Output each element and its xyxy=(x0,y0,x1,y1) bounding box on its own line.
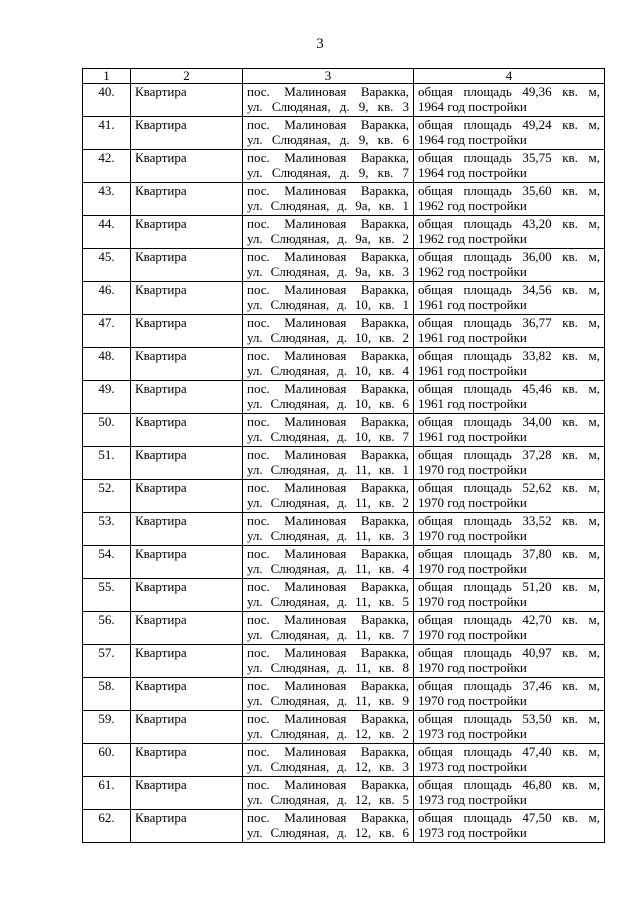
address-line-street: ул. Слюдяная, д. 12, кв. 3 xyxy=(247,759,409,774)
address-line-street: ул. Слюдяная, д. 9, кв. 6 xyxy=(247,132,409,147)
address-line-street: ул. Слюдяная, д. 11, кв. 9 xyxy=(247,693,409,708)
description-year: 1961 год постройки xyxy=(418,297,527,312)
description-cell xyxy=(414,414,605,447)
description-area: общая площадь 34,00 кв. м, xyxy=(418,414,600,429)
address-cell xyxy=(243,315,414,348)
description-year: 1961 год постройки xyxy=(418,330,527,345)
description-cell xyxy=(414,678,605,711)
description-cell xyxy=(414,117,605,150)
description-area: общая площадь 42,70 кв. м, xyxy=(418,612,600,627)
address-line-settlement: пос. Малиновая Варакка, xyxy=(247,546,409,561)
description-cell xyxy=(414,150,605,183)
address-cell xyxy=(243,447,414,480)
address-line-settlement: пос. Малиновая Варакка, xyxy=(247,645,409,660)
row-number: 59. xyxy=(83,711,131,744)
description-area: общая площадь 52,62 кв. м, xyxy=(418,480,600,495)
description-area: общая площадь 35,75 кв. м, xyxy=(418,150,600,165)
description-area: общая площадь 34,56 кв. м, xyxy=(418,282,600,297)
description-year: 1970 год постройки xyxy=(418,528,527,543)
address-cell xyxy=(243,579,414,612)
address-cell xyxy=(243,777,414,810)
address-cell xyxy=(243,381,414,414)
description-area: общая площадь 37,28 кв. м, xyxy=(418,447,600,462)
row-number: 47. xyxy=(83,315,131,348)
object-type: Квартира xyxy=(131,150,243,183)
address-line-street: ул. Слюдяная, д. 9, кв. 3 xyxy=(247,99,409,114)
address-line-settlement: пос. Малиновая Варакка, xyxy=(247,84,409,99)
page-number: 3 xyxy=(316,36,324,52)
description-area: общая площадь 47,40 кв. м, xyxy=(418,744,600,759)
address-cell xyxy=(243,348,414,381)
description-area: общая площадь 45,46 кв. м, xyxy=(418,381,600,396)
object-type: Квартира xyxy=(131,711,243,744)
description-area: общая площадь 37,46 кв. м, xyxy=(418,678,600,693)
address-line-street: ул. Слюдяная, д. 10, кв. 7 xyxy=(247,429,409,444)
description-area: общая площадь 35,60 кв. м, xyxy=(418,183,600,198)
description-cell xyxy=(414,216,605,249)
row-number: 46. xyxy=(83,282,131,315)
description-area: общая площадь 49,36 кв. м, xyxy=(418,84,600,99)
table-row xyxy=(83,645,605,678)
description-year: 1961 год постройки xyxy=(418,396,527,411)
address-line-street: ул. Слюдяная, д. 11, кв. 7 xyxy=(247,627,409,642)
description-area: общая площадь 33,82 кв. м, xyxy=(418,348,600,363)
address-line-street: ул. Слюдяная, д. 11, кв. 3 xyxy=(247,528,409,543)
row-number: 60. xyxy=(83,744,131,777)
address-line-street: ул. Слюдяная, д. 9а, кв. 3 xyxy=(247,264,409,279)
address-line-settlement: пос. Малиновая Варакка, xyxy=(247,381,409,396)
description-year: 1962 год постройки xyxy=(418,198,527,213)
object-type: Квартира xyxy=(131,480,243,513)
table-header-row xyxy=(83,69,605,84)
row-number: 45. xyxy=(83,249,131,282)
column-header: 2 xyxy=(131,69,243,84)
description-cell xyxy=(414,645,605,678)
description-year: 1961 год постройки xyxy=(418,363,527,378)
description-cell xyxy=(414,249,605,282)
table-row xyxy=(83,84,605,117)
row-number: 51. xyxy=(83,447,131,480)
object-type: Квартира xyxy=(131,117,243,150)
row-number: 50. xyxy=(83,414,131,447)
table-body xyxy=(83,84,605,843)
description-cell xyxy=(414,744,605,777)
description-year: 1973 год постройки xyxy=(418,726,527,741)
row-number: 42. xyxy=(83,150,131,183)
address-cell xyxy=(243,546,414,579)
description-cell xyxy=(414,84,605,117)
address-line-street: ул. Слюдяная, д. 10, кв. 2 xyxy=(247,330,409,345)
address-line-settlement: пос. Малиновая Варакка, xyxy=(247,579,409,594)
address-line-settlement: пос. Малиновая Варакка, xyxy=(247,480,409,495)
address-line-street: ул. Слюдяная, д. 11, кв. 2 xyxy=(247,495,409,510)
address-line-settlement: пос. Малиновая Варакка, xyxy=(247,447,409,462)
address-line-street: ул. Слюдяная, д. 11, кв. 8 xyxy=(247,660,409,675)
description-area: общая площадь 33,52 кв. м, xyxy=(418,513,600,528)
description-cell xyxy=(414,282,605,315)
description-year: 1970 год постройки xyxy=(418,561,527,576)
description-year: 1973 год постройки xyxy=(418,792,527,807)
description-year: 1964 год постройки xyxy=(418,165,527,180)
description-area: общая площадь 53,50 кв. м, xyxy=(418,711,600,726)
object-type: Квартира xyxy=(131,282,243,315)
table-row xyxy=(83,612,605,645)
description-year: 1970 год постройки xyxy=(418,660,527,675)
description-cell xyxy=(414,810,605,843)
description-year: 1961 год постройки xyxy=(418,429,527,444)
table-row xyxy=(83,678,605,711)
description-area: общая площадь 46,80 кв. м, xyxy=(418,777,600,792)
description-year: 1962 год постройки xyxy=(418,231,527,246)
address-line-street: ул. Слюдяная, д. 12, кв. 5 xyxy=(247,792,409,807)
row-number: 41. xyxy=(83,117,131,150)
address-cell xyxy=(243,612,414,645)
table-row xyxy=(83,183,605,216)
address-line-street: ул. Слюдяная, д. 9, кв. 7 xyxy=(247,165,409,180)
address-line-settlement: пос. Малиновая Варакка, xyxy=(247,414,409,429)
description-cell xyxy=(414,546,605,579)
object-type: Квартира xyxy=(131,579,243,612)
address-cell xyxy=(243,744,414,777)
object-type: Квартира xyxy=(131,381,243,414)
row-number: 61. xyxy=(83,777,131,810)
object-type: Квартира xyxy=(131,249,243,282)
address-line-settlement: пос. Малиновая Варакка, xyxy=(247,744,409,759)
address-cell xyxy=(243,216,414,249)
description-year: 1964 год постройки xyxy=(418,132,527,147)
object-type: Квартира xyxy=(131,612,243,645)
object-type: Квартира xyxy=(131,447,243,480)
address-line-street: ул. Слюдяная, д. 11, кв. 5 xyxy=(247,594,409,609)
column-header: 1 xyxy=(83,69,131,84)
address-line-settlement: пос. Малиновая Варакка, xyxy=(247,777,409,792)
description-area: общая площадь 47,50 кв. м, xyxy=(418,810,600,825)
address-cell xyxy=(243,150,414,183)
description-cell xyxy=(414,777,605,810)
table-row xyxy=(83,117,605,150)
row-number: 62. xyxy=(83,810,131,843)
address-line-street: ул. Слюдяная, д. 9а, кв. 2 xyxy=(247,231,409,246)
table-row xyxy=(83,315,605,348)
object-type: Квартира xyxy=(131,678,243,711)
address-line-settlement: пос. Малиновая Варакка, xyxy=(247,810,409,825)
address-line-settlement: пос. Малиновая Варакка, xyxy=(247,315,409,330)
address-line-street: ул. Слюдяная, д. 10, кв. 6 xyxy=(247,396,409,411)
table-row xyxy=(83,513,605,546)
address-line-settlement: пос. Малиновая Варакка, xyxy=(247,612,409,627)
address-line-settlement: пос. Малиновая Варакка, xyxy=(247,513,409,528)
description-cell xyxy=(414,711,605,744)
property-table xyxy=(82,68,605,843)
column-header: 3 xyxy=(243,69,414,84)
address-cell xyxy=(243,711,414,744)
address-cell xyxy=(243,249,414,282)
description-year: 1962 год постройки xyxy=(418,264,527,279)
object-type: Квартира xyxy=(131,414,243,447)
address-cell xyxy=(243,513,414,546)
description-year: 1970 год постройки xyxy=(418,495,527,510)
row-number: 43. xyxy=(83,183,131,216)
address-line-settlement: пос. Малиновая Варакка, xyxy=(247,348,409,363)
address-cell xyxy=(243,414,414,447)
row-number: 54. xyxy=(83,546,131,579)
row-number: 56. xyxy=(83,612,131,645)
object-type: Квартира xyxy=(131,315,243,348)
address-line-settlement: пос. Малиновая Варакка, xyxy=(247,249,409,264)
description-cell xyxy=(414,447,605,480)
row-number: 49. xyxy=(83,381,131,414)
description-year: 1973 год постройки xyxy=(418,759,527,774)
row-number: 57. xyxy=(83,645,131,678)
table-row xyxy=(83,480,605,513)
object-type: Квартира xyxy=(131,216,243,249)
row-number: 48. xyxy=(83,348,131,381)
object-type: Квартира xyxy=(131,810,243,843)
address-line-settlement: пос. Малиновая Варакка, xyxy=(247,117,409,132)
description-year: 1970 год постройки xyxy=(418,627,527,642)
address-line-settlement: пос. Малиновая Варакка, xyxy=(247,183,409,198)
address-cell xyxy=(243,645,414,678)
table-row xyxy=(83,579,605,612)
description-year: 1970 год постройки xyxy=(418,693,527,708)
description-year: 1970 год постройки xyxy=(418,594,527,609)
description-area: общая площадь 49,24 кв. м, xyxy=(418,117,600,132)
object-type: Квартира xyxy=(131,84,243,117)
row-number: 52. xyxy=(83,480,131,513)
description-cell xyxy=(414,183,605,216)
description-year: 1973 год постройки xyxy=(418,825,527,840)
description-cell xyxy=(414,612,605,645)
description-cell xyxy=(414,513,605,546)
row-number: 55. xyxy=(83,579,131,612)
table-row xyxy=(83,447,605,480)
description-area: общая площадь 43,20 кв. м, xyxy=(418,216,600,231)
object-type: Квартира xyxy=(131,183,243,216)
table-row xyxy=(83,546,605,579)
address-line-street: ул. Слюдяная, д. 10, кв. 4 xyxy=(247,363,409,378)
address-line-street: ул. Слюдяная, д. 10, кв. 1 xyxy=(247,297,409,312)
table-row xyxy=(83,744,605,777)
description-cell xyxy=(414,315,605,348)
address-line-settlement: пос. Малиновая Варакка, xyxy=(247,216,409,231)
description-area: общая площадь 40,97 кв. м, xyxy=(418,645,600,660)
object-type: Квартира xyxy=(131,513,243,546)
object-type: Квартира xyxy=(131,546,243,579)
table-row xyxy=(83,777,605,810)
description-cell xyxy=(414,480,605,513)
address-line-settlement: пос. Малиновая Варакка, xyxy=(247,711,409,726)
description-area: общая площадь 37,80 кв. м, xyxy=(418,546,600,561)
object-type: Квартира xyxy=(131,744,243,777)
address-line-settlement: пос. Малиновая Варакка, xyxy=(247,678,409,693)
table-row xyxy=(83,150,605,183)
object-type: Квартира xyxy=(131,348,243,381)
address-cell xyxy=(243,117,414,150)
address-line-street: ул. Слюдяная, д. 11, кв. 1 xyxy=(247,462,409,477)
table-row xyxy=(83,414,605,447)
address-cell xyxy=(243,84,414,117)
description-area: общая площадь 36,00 кв. м, xyxy=(418,249,600,264)
address-line-street: ул. Слюдяная, д. 9а, кв. 1 xyxy=(247,198,409,213)
table-row xyxy=(83,348,605,381)
address-cell xyxy=(243,183,414,216)
row-number: 58. xyxy=(83,678,131,711)
address-cell xyxy=(243,810,414,843)
address-line-settlement: пос. Малиновая Варакка, xyxy=(247,282,409,297)
description-year: 1970 год постройки xyxy=(418,462,527,477)
address-line-street: ул. Слюдяная, д. 12, кв. 6 xyxy=(247,825,409,840)
description-area: общая площадь 36,77 кв. м, xyxy=(418,315,600,330)
row-number: 40. xyxy=(83,84,131,117)
table-row xyxy=(83,810,605,843)
table-row xyxy=(83,282,605,315)
description-cell xyxy=(414,348,605,381)
table-row xyxy=(83,216,605,249)
address-cell xyxy=(243,480,414,513)
description-area: общая площадь 51,20 кв. м, xyxy=(418,579,600,594)
table-row xyxy=(83,381,605,414)
address-line-settlement: пос. Малиновая Варакка, xyxy=(247,150,409,165)
description-cell xyxy=(414,381,605,414)
object-type: Квартира xyxy=(131,645,243,678)
address-cell xyxy=(243,282,414,315)
description-year: 1964 год постройки xyxy=(418,99,527,114)
description-cell xyxy=(414,579,605,612)
table-row xyxy=(83,249,605,282)
address-line-street: ул. Слюдяная, д. 12, кв. 2 xyxy=(247,726,409,741)
address-cell xyxy=(243,678,414,711)
column-header: 4 xyxy=(414,69,605,84)
table-row xyxy=(83,711,605,744)
row-number: 44. xyxy=(83,216,131,249)
object-type: Квартира xyxy=(131,777,243,810)
address-line-street: ул. Слюдяная, д. 11, кв. 4 xyxy=(247,561,409,576)
row-number: 53. xyxy=(83,513,131,546)
